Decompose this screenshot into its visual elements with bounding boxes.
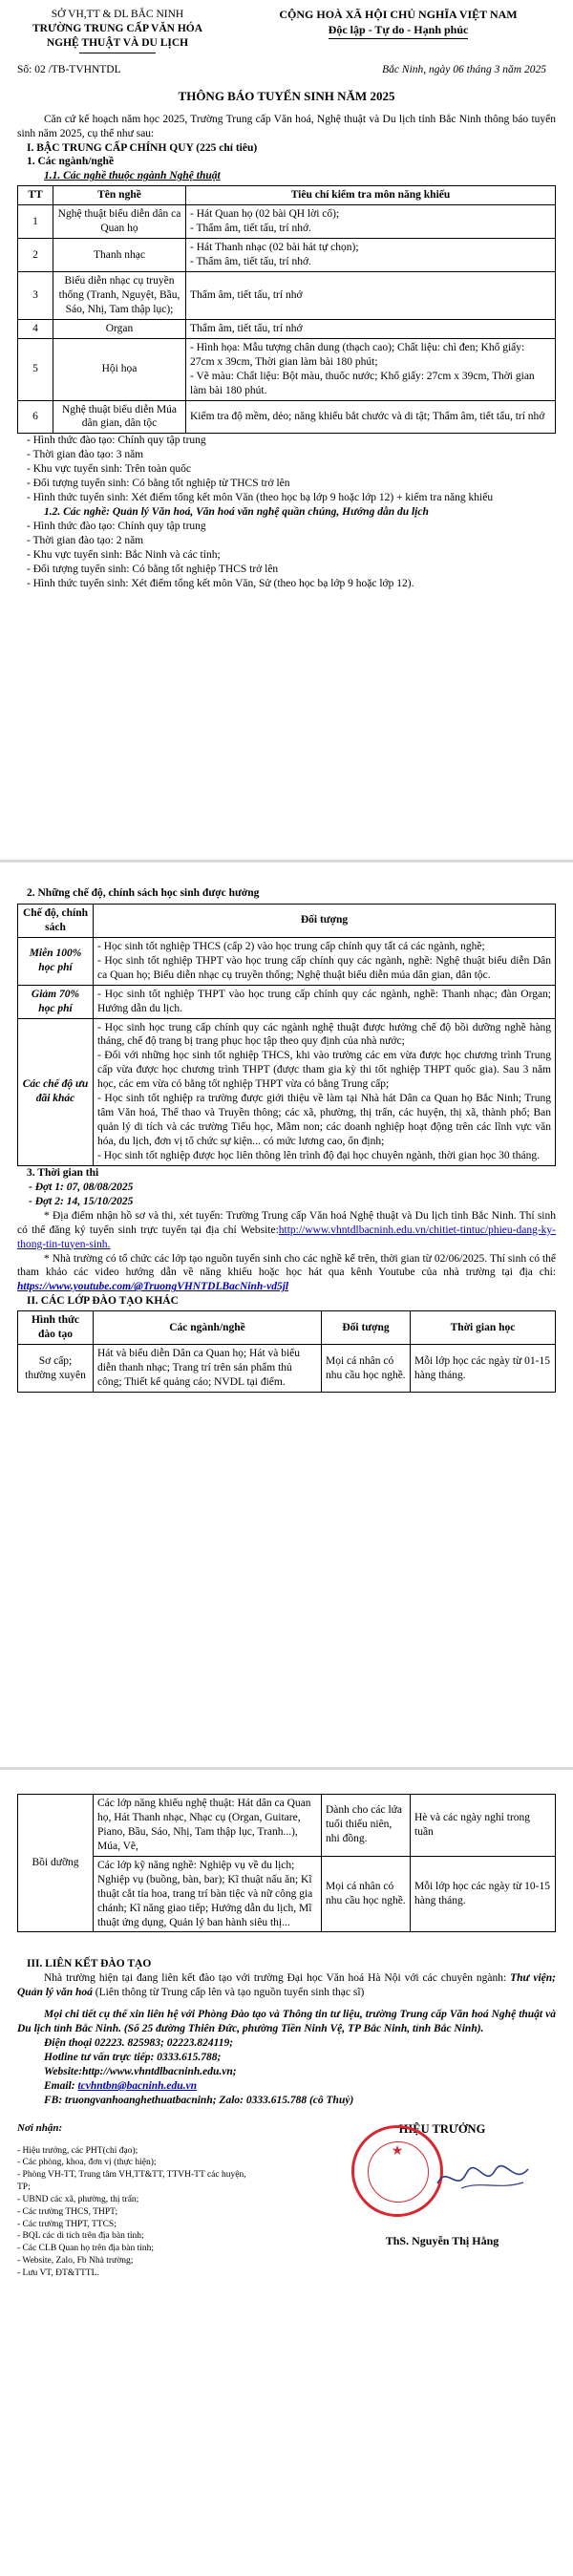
table-row [18,319,556,338]
document-header [17,8,556,53]
table-row [18,985,556,1018]
email-link[interactable]: tcvhntbn@bacninh.edu.vn [77,2079,198,2092]
recipient-item: - BQL các di tích trên địa bàn tỉnh; [17,2231,144,2242]
document-title: THÔNG BÁO TUYỂN SINH NĂM 2025 [178,88,395,103]
signature-block [332,2121,552,2312]
recipient-item: - Các trường THPT, TTCS; [17,2219,117,2229]
row-criteria: Kiểm tra độ mềm, dẻo; năng khiếu bắt chước và di tật; Thẩm âm, tiết tấu, trí nhớ [186,400,556,434]
table-header-form: Hình thức đào tạo [18,1311,94,1345]
recipients-label: Nơi nhận: [17,2121,63,2134]
policy-targets: - Học sinh tốt nghiệp THPT vào học trung cấp chính quy các ngành, nghề: Thanh nhạc; đàn Organ; Hướng dẫn du lịch. [94,985,556,1018]
detail-line: - Hình thức tuyển sinh: Xét điểm tổng kết môn Văn, Sử (theo học bạ lớp 9 hoặc lớp 12). [27,577,414,589]
section2-heading: 2. Những chế độ, chính sách học sinh được hưởng [27,887,260,899]
row-criteria: Thẩm âm, tiết tấu, trí nhớ [186,319,556,338]
footer-block [17,2121,556,2341]
criteria-line: - Thẩm âm, tiết tấu, trí nhớ. [190,223,311,235]
school-name-line1: TRƯỜNG TRUNG CẤP VĂN HÓA [32,22,203,34]
row-tt: 2 [18,239,53,272]
row-criteria [186,205,556,239]
table-header-majors: Các ngành/nghề [94,1311,322,1345]
partnership-majors: Thư viện; Quản lý văn hoá [17,1972,556,1999]
official-seal [351,2125,443,2217]
recipient-item: - Các phòng, khoa, đơn vị (thực hiện); [17,2158,157,2168]
detail-line: - Đối tượng tuyển sinh: Có bằng tốt nghiệp THCS trở lên [27,563,279,575]
training-form: Bồi dưỡng [18,1795,94,1932]
policy-targets [94,1018,556,1165]
table-row [18,239,556,272]
page-separator [0,1767,573,1770]
recipient-item: - Các CLB Quan họ trên địa bàn tỉnh; [17,2244,154,2254]
partnership-text: Nhà trường hiện tại đang liên kết đào tạo với trường Đại học Văn hoá Hà Nội với các chuyên ngành: [44,1972,511,1985]
policy-table [17,904,556,1166]
row-tt: 6 [18,400,53,434]
target-line: - Học sinh tốt nghiệp ra trường được giới thiệu về làm tại Nhà hát Dân ca Quan họ Bắc Ninh; Trung tâm Văn hoá, Thể thao và Truyền thông; các xã, phường, thị trấn, các huyện, thị xã, thành phố; Ban quản lý di tích và các trường Tiểu học, Mầm non; các doanh nghiệp hoạt động trên các lĩnh vực văn hóa, du lịch, đơn vị tổ chức sự kiện... có mức lương cao, ổn định; [97,1093,551,1147]
table-header-name: Tên nghề [53,186,186,205]
email-label: Email: [44,2079,78,2092]
table-row [18,937,556,985]
table-row [18,272,556,320]
page-2 [17,886,556,1393]
policy-targets [94,937,556,985]
target-line: - Đối với những học sinh tốt nghiệp THCS, khi vào trường các em vừa được học chương trình Trung cấp vừa được học chương trình THPT (được tham gia kỳ thi tốt nghiệp THPT quốc gia). Sau 3 năm học, các em vừa có bằng tốt nghiệp THPT vừa có bằng Trung cấp; [97,1050,551,1091]
table-row [18,1345,556,1393]
registration-link[interactable]: http://www.vhntdlbacninh.edu.vn/chitiet-tintuc/phieu-dang-ky-thong-tin-tuyen-sinh. [17,1224,556,1250]
nation-motto: Độc lập - Tự do - Hạnh phúc [329,23,469,40]
row-tt: 4 [18,319,53,338]
contact-email-line [17,2079,556,2094]
detail-line: - Thời gian đào tạo: 2 năm [27,534,144,546]
target-line: - Học sinh tốt nghiệp được học liên thông lên trình độ đại học chuyên ngành, thời gian học 30 tháng. [97,1149,540,1161]
table-row [18,1856,556,1932]
detail-line: - Hình thức tuyển sinh: Xét điểm tổng kết môn Văn (theo học bạ lớp 9 hoặc lớp 12) + kiểm tra năng khiếu [27,492,494,504]
issuer-block [17,8,218,53]
criteria-line: - Thẩm âm, tiết tấu, trí nhớ. [190,256,311,268]
contact-social: FB: truongvanhoanghethuatbacninh; Zalo: 0333.615.788 (cô Thuỷ) [44,2094,354,2106]
table-row [18,1018,556,1165]
criteria-line: - Hát Quan họ (02 bài QH lời cổ); [190,208,340,221]
row-name: Biểu diễn nhạc cụ truyền thống (Tranh, Nguyệt, Bầu, Sáo, Nhị, Tam thập lục); [53,272,186,320]
training-target: Mọi cá nhân có nhu cầu học nghề. [322,1856,411,1932]
section5-heading: III. LIÊN KẾT ĐÀO TẠO [27,1958,152,1970]
recipient-item: - Lưu VT, ĐT&TTTL. [17,2267,99,2278]
other-classes-table-part2 [17,1794,556,1932]
criteria-line: - Vẽ màu: Chất liệu: Bột màu, thuốc nước; Khổ giấy: 27cm x 39cm, Thời gian làm bài 180 phút. [190,370,535,396]
training-target: Mọi cá nhân có nhu cầu học nghề. [322,1345,411,1393]
contact-block [17,2008,556,2108]
row-criteria [186,338,556,400]
detail-line: - Hình thức đào tạo: Chính quy tập trung [27,435,206,447]
detail-line: - Hình thức đào tạo: Chính quy tập trung [27,521,206,533]
training-form: Sơ cấp; thường xuyên [18,1345,94,1393]
signer-name: ThS. Nguyễn Thị Hằng [385,2233,499,2247]
recipient-item: - Các trường THCS, THPT; [17,2206,118,2217]
partnership-paragraph [17,1971,556,2000]
registration-note [17,1209,556,1252]
recipient-item: - Phòng VH-TT, Trung tâm VH,TT&TT, TTVH-TT các huyện, TP; [17,2170,246,2193]
school-name-line2: NGHỆ THUẬT VÀ DU LỊCH [46,36,189,49]
place-date: Bắc Ninh, ngày 06 tháng 3 năm 2025 [382,63,546,75]
table-row [18,400,556,434]
section1-heading: I. BẬC TRUNG CẤP CHÍNH QUY (225 chỉ tiêu) [27,141,258,154]
other-admission-details [17,520,556,591]
partnership-suffix: (Liên thông từ Trung cấp lên và tạo nguồn tuyển sinh thạc sĩ) [92,1987,365,1999]
table-row [18,1795,556,1857]
recipient-item: - UBND các xã, phường, thị trấn; [17,2194,139,2204]
target-line: - Học sinh tốt nghiệp THCS (cấp 2) vào học trung cấp chính quy tất cả các ngành, nghề; [97,940,485,952]
table-header-tt: TT [18,186,53,205]
policy-name: Miễn 100% học phí [18,937,94,985]
training-duration: Hè và các ngày nghỉ trong tuần [411,1795,556,1857]
section1-sub11: 1.1. Các nghề thuộc ngành Nghệ thuật [44,170,221,182]
contact-website[interactable]: Website:http://www.vhntdlbacninh.edu.vn; [44,2066,237,2077]
section3-heading: 3. Thời gian thi [27,1166,99,1179]
arts-majors-table [17,185,556,434]
detail-line: - Khu vực tuyển sinh: Trên toàn quốc [27,463,192,476]
training-majors: Hát và biểu diễn Dân ca Quan họ; Hát và biểu diễn thanh nhạc; Trang trí trên sản phẩm thủ công; Thiết kế quảng cáo; NVDL tại điểm. [94,1345,322,1393]
page-separator [0,860,573,862]
detail-line: - Thời gian đào tạo: 3 năm [27,449,144,461]
row-name: Hội họa [53,338,186,400]
detail-line: - Khu vực tuyển sinh: Bắc Ninh và các tỉnh; [27,548,221,561]
detail-line: - Đối tượng tuyển sinh: Có bằng tốt nghiệp từ THCS trở lên [27,478,290,490]
row-criteria: Thẩm âm, tiết tấu, trí nhớ [186,272,556,320]
agency-name: SỞ VH,TT & DL BẮC NINH [51,9,184,20]
row-name: Nghệ thuật biểu diễn Múa dân gian, dân tộc [53,400,186,434]
training-target: Dành cho các lứa tuổi thiếu niên, nhi đồng. [322,1795,411,1857]
contact-hotline: Hotline tư vấn trực tiếp: 0333.615.788; [44,2052,222,2064]
contact-phone: Điện thoại 02223. 825983; 02223.824119; [44,2037,234,2050]
handwritten-signature [433,2160,538,2198]
recipient-item: - Website, Zalo, Fb Nhà trường; [17,2255,134,2266]
training-majors: Các lớp năng khiếu nghệ thuật: Hát dân ca Quan họ, Hát Thanh nhạc, Nhạc cụ (Organ, Guitare, Piano, Bầu, Sáo, Nhị, Tam thập lục, Tranh...), Múa, Vẽ, [94,1795,322,1857]
youtube-link[interactable]: https://www.youtube.com/@TruongVHNTDLBacNinh-vd5jl [17,1281,289,1293]
section1-sub12: 1.2. Các nghề: Quản lý Văn hoá, Văn hoá văn nghệ quần chúng, Hướng dẫn du lịch [44,506,429,519]
registration-note-text: * Địa điểm nhận hồ sơ và thi, xét tuyển: Trường Trung cấp Văn hoá Nghệ thuật và Du lịch tỉnh Bắc Ninh. Thí sinh có thể đăng ký tuyển sinh trực tuyến tại địa chỉ Website: [17,1209,556,1236]
exam-round-1: - Đợt 1: 07, 08/08/2025 [29,1181,134,1193]
exam-round-2: - Đợt 2: 14, 15/10/2025 [29,1195,134,1207]
row-name: Organ [53,319,186,338]
page-1 [17,8,556,591]
document-number: Số: 02 /TB-TVHNTDL [17,63,121,75]
target-line: - Học sinh học trung cấp chính quy các ngành nghệ thuật được hưởng chế độ bồi dưỡng nghề hàng tháng, chế độ trang bị trang phục học tập theo quy định của nhà nước; [97,1021,551,1048]
row-criteria [186,239,556,272]
policy-name: Các chế độ ưu đãi khác [18,1018,94,1165]
table-row [18,338,556,400]
document-meta [17,63,556,77]
nation-title: CỘNG HOÀ XÃ HỘI CHỦ NGHĨA VIỆT NAM [279,8,518,21]
training-duration: Mỗi lớp học các ngày từ 10-15 hàng tháng. [411,1856,556,1932]
table-header-criteria: Tiêu chí kiểm tra môn năng khiếu [186,186,556,205]
page-3 [17,1794,556,2341]
table-header-policy: Chế độ, chính sách [18,904,94,937]
contact-intro: Mọi chi tiết cụ thể xin liên hệ với Phòng Đào tạo và Thông tin tư liệu, trường Trung cấp Văn hoá Nghệ thuật và Du lịch tỉnh Bắc Ninh. (Số 25 đường Thiên Đức, phường Tiền Ninh Vệ, TP Bắc Ninh, tỉnh Bắc Ninh). [17,2009,556,2035]
table-header-duration: Thời gian học [411,1311,556,1345]
criteria-line: - Hát Thanh nhạc (02 bài hát tự chọn); [190,242,359,254]
row-tt: 5 [18,338,53,400]
table-header-targets: Đối tượng [94,904,556,937]
row-name: Nghệ thuật biểu diễn dân ca Quan họ [53,205,186,239]
table-row [18,205,556,239]
criteria-line: - Hình họa: Mẫu tượng chân dung (thạch cao); Chất liệu: chì đen; Khổ giấy: 27cm x 39cm, Thời gian làm bài 180 phút; [190,341,525,368]
recipients-list [17,2121,256,2280]
prep-class-note [17,1252,556,1295]
arts-admission-details [17,434,556,505]
policy-name: Giảm 70% học phí [18,985,94,1018]
seal-star-icon: ★ [391,2143,404,2159]
signer-role: HIỆU TRƯỞNG [398,2121,486,2136]
target-line: - Học sinh tốt nghiệp THPT vào học trung cấp chính quy các ngành, nghề: Nghệ thuật biểu diễn Dân ca Quan họ; Biểu diễn nhạc cụ truyền thống; Nghệ thuật biểu diễn múa dân gian, dân tộc. [97,954,551,981]
section4-heading: II. CÁC LỚP ĐÀO TẠO KHÁC [27,1295,179,1308]
intro-paragraph: Căn cứ kế hoạch năm học 2025, Trường Trung cấp Văn hoá, Nghệ thuật và Du lịch tỉnh Bắc Ninh thông báo tuyển sinh năm 2025, cụ thể như sau: [17,113,556,139]
recipient-item: - Hiệu trưởng, các PHT(chỉ đạo); [17,2145,138,2156]
nation-block [241,8,556,53]
training-duration: Mỗi lớp học các ngày từ 01-15 hàng tháng. [411,1345,556,1393]
row-tt: 3 [18,272,53,320]
prep-class-note-text: * Nhà trường có tổ chức các lớp tạo nguồn tuyển sinh cho các nghề kể trên, thời gian từ 02/06/2025. Thí sinh có thể tham khảo các video hướng dẫn về năng khiếu hoặc học hát qua kênh Youtube của nhà trường tại địa chỉ: [17,1252,556,1279]
row-tt: 1 [18,205,53,239]
training-majors: Các lớp kỹ năng nghề: Nghiệp vụ về du lịch; Nghiệp vụ (buồng, bàn, bar); Kĩ thuật nấu ăn; Kĩ thuật cắt tỉa hoa, trang trí bàn tiệc và nữ công gia chánh; Kĩ năng giao tiếp; Hướng dẫn du lịch, Mĩ thuật ứng dụng, Quản lý ban hành siêu thị... [94,1856,322,1932]
other-classes-table-part1 [17,1310,556,1393]
section1-sub1: 1. Các ngành/nghề [27,156,115,168]
table-header-target: Đối tượng [322,1311,411,1345]
row-name: Thanh nhạc [53,239,186,272]
